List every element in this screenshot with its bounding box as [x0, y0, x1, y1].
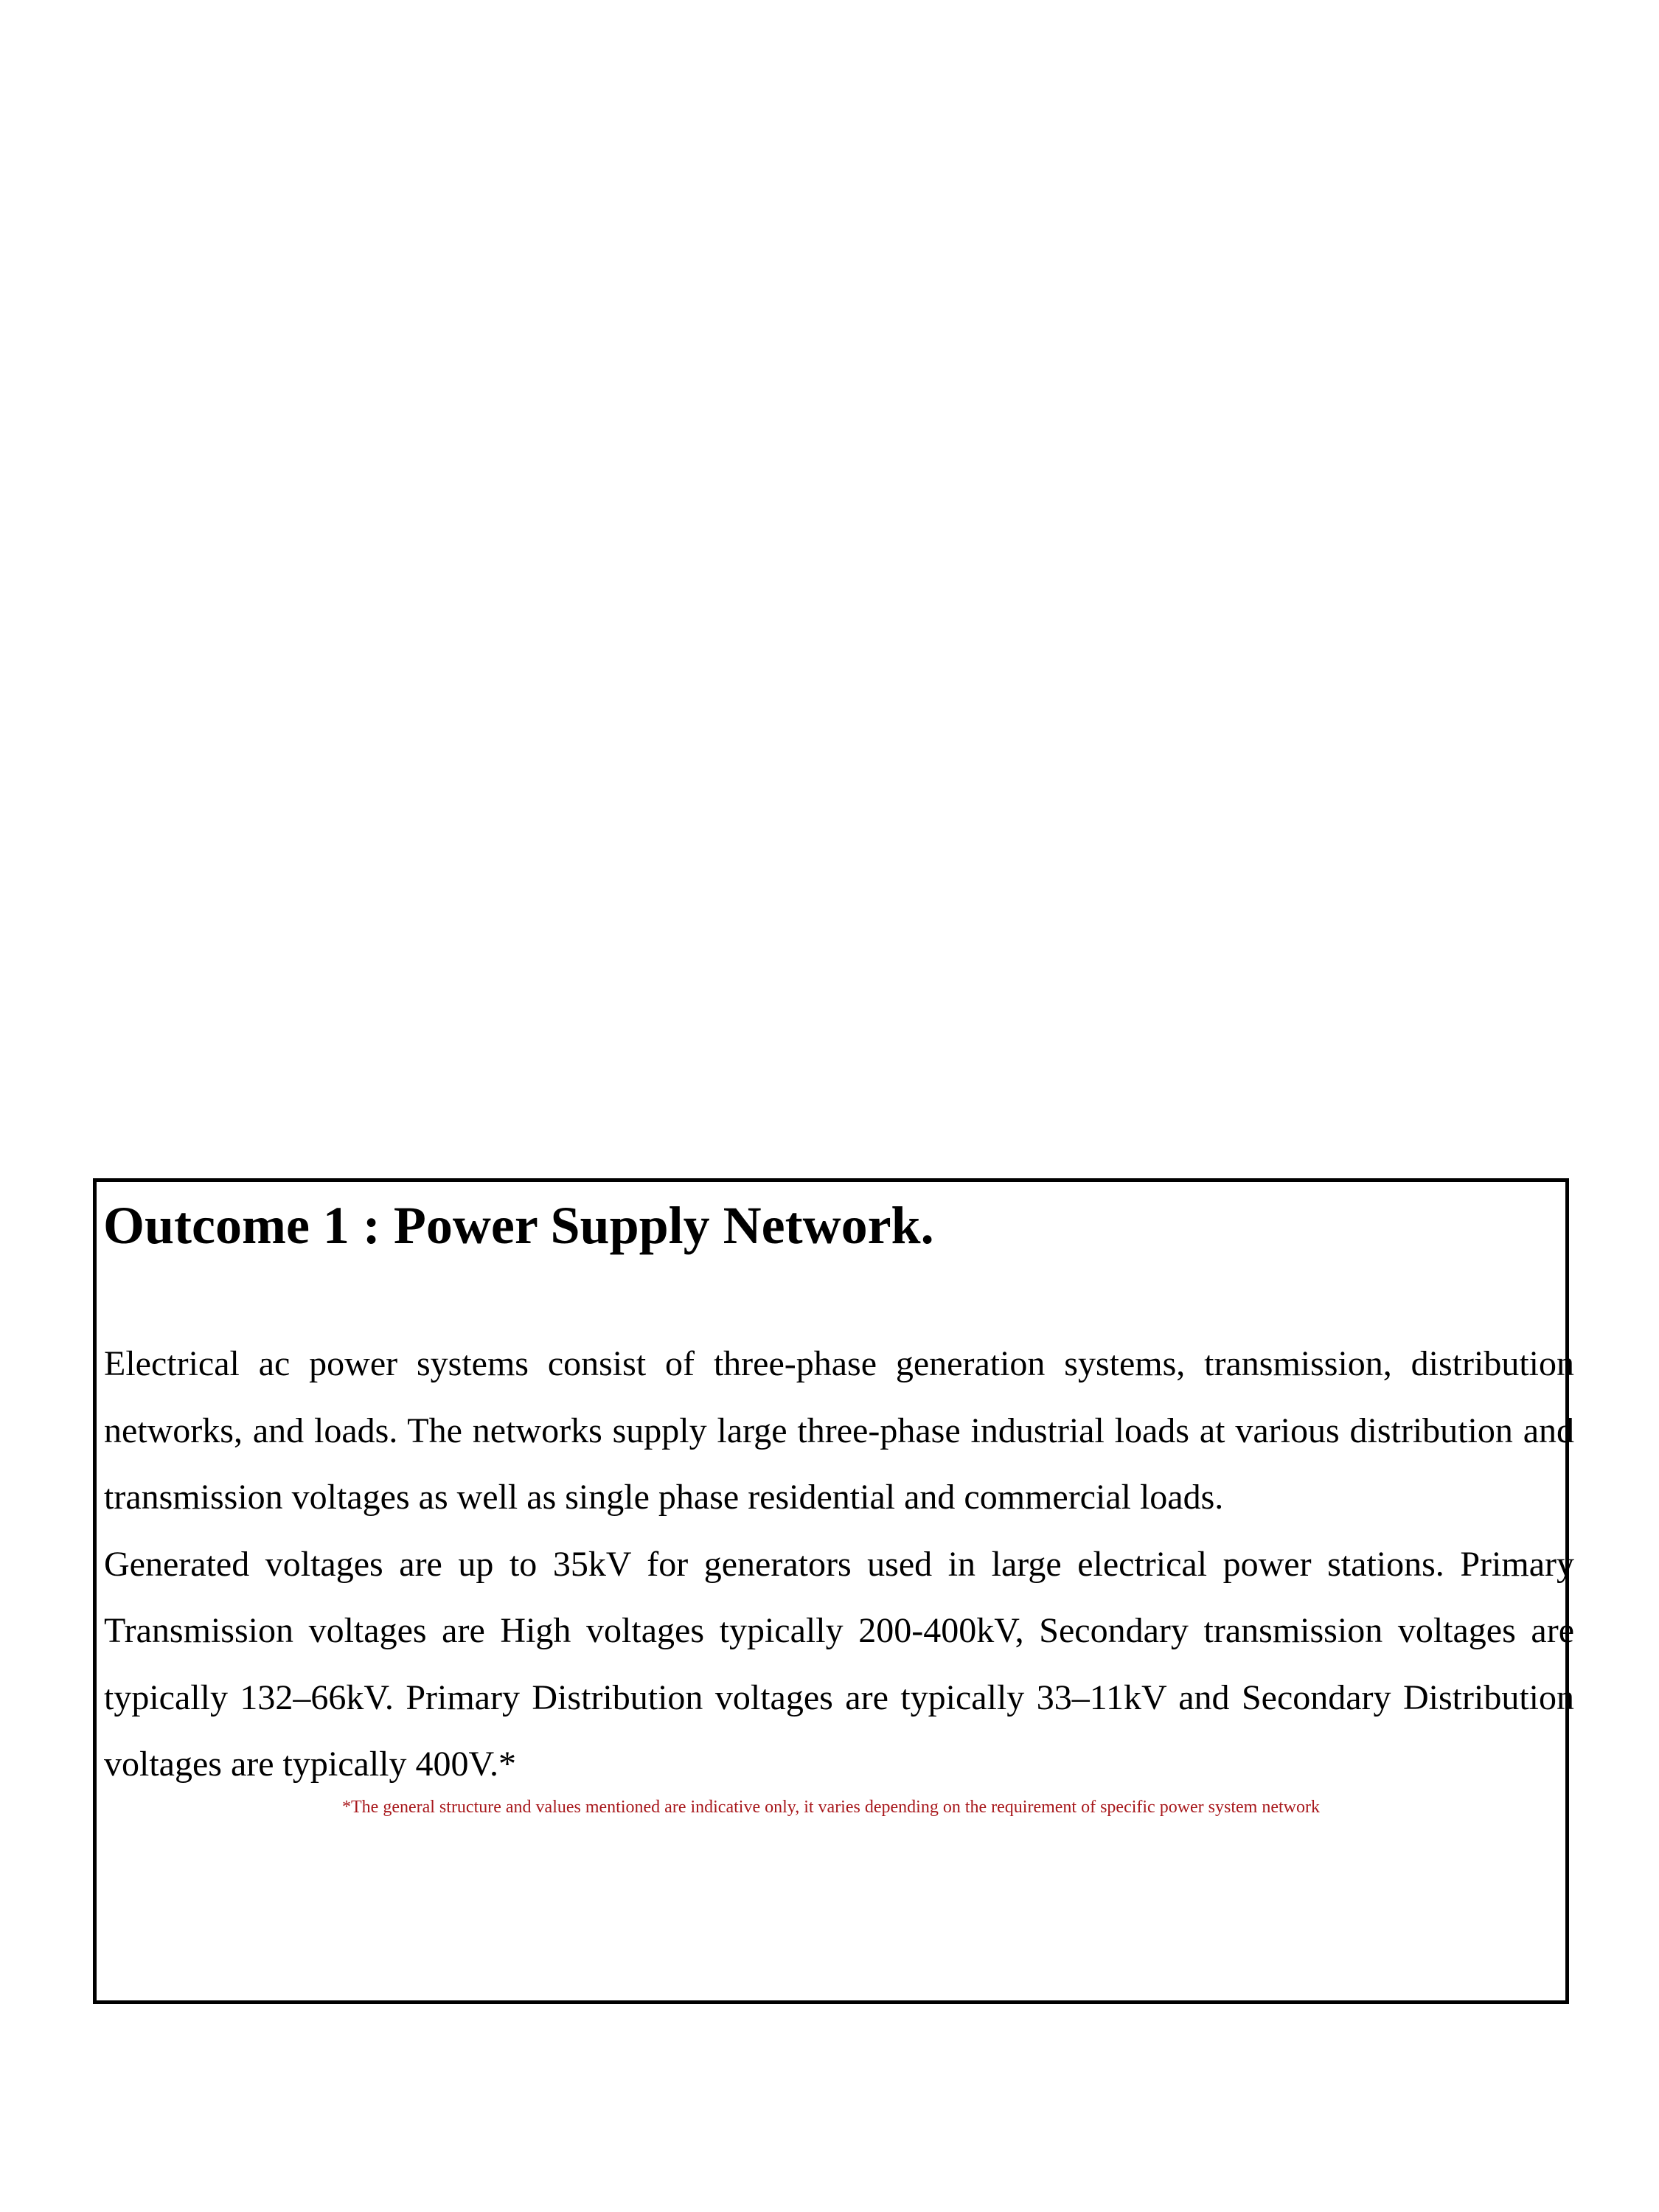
page-title: Outcome 1 : Power Supply Network.: [103, 1196, 934, 1255]
paragraph-power-systems: Electrical ac power systems consist of three-phase generation systems, transmission, distribution networks, and loads. The networks supply large three-phase industrial loads at various distribution and transmission voltages as well as single phase residential and commercial loads.: [104, 1344, 1574, 1517]
footnote: *The general structure and values mentioned are indicative only, it varies depending on the requirement of specific power system network: [342, 1798, 1320, 1817]
paragraph-voltages: Generated voltages are up to 35kV for generators used in large electrical power stations. Primary Transmission voltages are High voltages typically 200-400kV, Secondary transmission voltages are typically 132–66kV. Primary Distribution voltages are typically 33–11kV and Secondary Distribution voltages are typically 400V.*: [104, 1544, 1574, 1784]
body-text: [104, 1331, 1574, 1798]
